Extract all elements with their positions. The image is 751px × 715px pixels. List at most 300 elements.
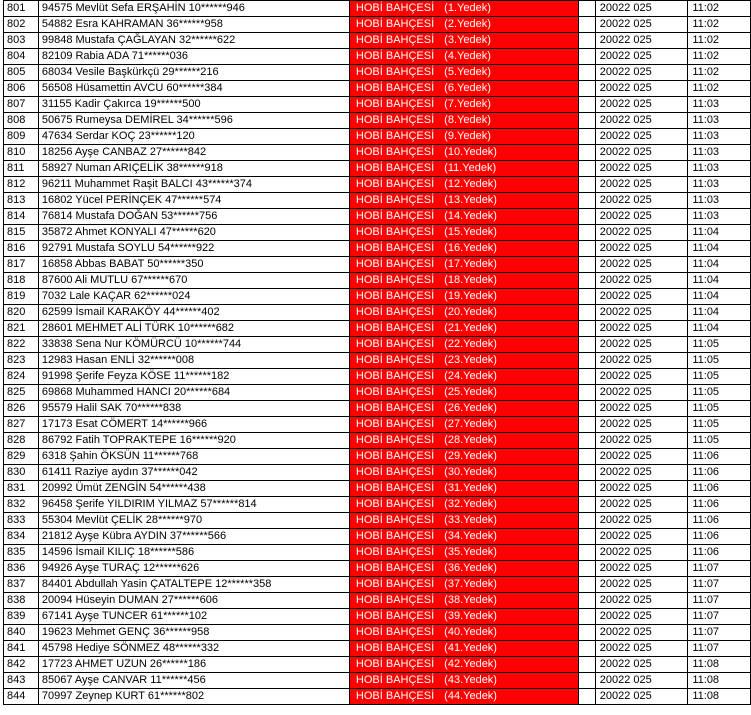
time-cell: 11:03 <box>688 193 751 209</box>
code-cell: 20022 025 <box>595 289 688 305</box>
applicant-cell: 20992 Ümüt ZENGİN 54******438 <box>38 481 349 497</box>
time-cell: 11:07 <box>688 609 751 625</box>
code-cell: 20022 025 <box>595 241 688 257</box>
row-number-cell: 832 <box>4 497 39 513</box>
program-label: HOBİ BAHÇESİ <box>355 674 435 686</box>
reserve-rank-label: (8.Yedek) <box>444 114 491 126</box>
applicant-cell: 35872 Ahmet KONYALI 47******620 <box>38 225 349 241</box>
table-row <box>4 225 751 241</box>
row-number-cell: 821 <box>4 321 39 337</box>
row-number-cell: 837 <box>4 577 39 593</box>
table-row <box>4 545 751 561</box>
program-label: HOBİ BAHÇESİ <box>355 82 435 94</box>
code-cell: 20022 025 <box>595 145 688 161</box>
applicant-cell: 85067 Ayşe CANVAR 11******456 <box>38 673 349 689</box>
row-number-cell: 815 <box>4 225 39 241</box>
spacer-cell <box>578 529 595 545</box>
table-row <box>4 177 751 193</box>
reserve-rank-label: (5.Yedek) <box>444 66 491 78</box>
table-row <box>4 81 751 97</box>
time-cell: 11:08 <box>688 673 751 689</box>
applicant-cell: 17173 Esat CÖMERT 14******966 <box>38 417 349 433</box>
program-cell <box>349 49 578 65</box>
time-cell: 11:07 <box>688 625 751 641</box>
applicant-cell: 45798 Hediye SÖNMEZ 48******332 <box>38 641 349 657</box>
program-cell <box>349 145 578 161</box>
applicant-cell: 16802 Yücel PERİNÇEK 47******574 <box>38 193 349 209</box>
spacer-cell <box>578 129 595 145</box>
table-row <box>4 529 751 545</box>
code-cell: 20022 025 <box>595 321 688 337</box>
code-cell: 20022 025 <box>595 257 688 273</box>
program-label: HOBİ BAHÇESİ <box>355 194 435 206</box>
program-label: HOBİ BAHÇESİ <box>355 114 435 126</box>
time-cell: 11:03 <box>688 177 751 193</box>
time-cell: 11:06 <box>688 529 751 545</box>
time-cell: 11:04 <box>688 225 751 241</box>
applicant-cell: 61411 Raziye aydın 37******042 <box>38 465 349 481</box>
time-cell: 11:02 <box>688 33 751 49</box>
reserve-rank-label: (22.Yedek) <box>444 338 497 350</box>
code-cell: 20022 025 <box>595 33 688 49</box>
row-number-cell: 843 <box>4 673 39 689</box>
time-cell: 11:07 <box>688 561 751 577</box>
spacer-cell <box>578 641 595 657</box>
code-cell: 20022 025 <box>595 689 688 705</box>
applicant-cell: 28601 MEHMET ALİ TÜRK 10******682 <box>38 321 349 337</box>
program-label: HOBİ BAHÇESİ <box>355 386 435 398</box>
code-cell: 20022 025 <box>595 337 688 353</box>
applicant-cell: 91998 Şerife Feyza KÖSE 11******182 <box>38 369 349 385</box>
reserve-rank-label: (31.Yedek) <box>444 482 497 494</box>
program-cell <box>349 417 578 433</box>
table-row <box>4 1 751 17</box>
code-cell: 20022 025 <box>595 1 688 17</box>
code-cell: 20022 025 <box>595 449 688 465</box>
code-cell: 20022 025 <box>595 401 688 417</box>
spacer-cell <box>578 385 595 401</box>
program-cell <box>349 465 578 481</box>
code-cell: 20022 025 <box>595 641 688 657</box>
program-cell <box>349 65 578 81</box>
code-cell: 20022 025 <box>595 385 688 401</box>
program-cell <box>349 593 578 609</box>
code-cell: 20022 025 <box>595 529 688 545</box>
spacer-cell <box>578 433 595 449</box>
applicant-cell: 16858 Abbas BABAT 50******350 <box>38 257 349 273</box>
time-cell: 11:03 <box>688 129 751 145</box>
code-cell: 20022 025 <box>595 161 688 177</box>
row-number-cell: 806 <box>4 81 39 97</box>
row-number-cell: 842 <box>4 657 39 673</box>
program-label: HOBİ BAHÇESİ <box>355 322 435 334</box>
reserve-rank-label: (20.Yedek) <box>444 306 497 318</box>
table-row <box>4 305 751 321</box>
code-cell: 20022 025 <box>595 273 688 289</box>
table-row <box>4 641 751 657</box>
program-cell <box>349 161 578 177</box>
applicant-cell: 14596 İsmail KILIÇ 18******586 <box>38 545 349 561</box>
spacer-cell <box>578 33 595 49</box>
code-cell: 20022 025 <box>595 225 688 241</box>
table-row <box>4 497 751 513</box>
program-label: HOBİ BAHÇESİ <box>355 50 435 62</box>
program-cell <box>349 1 578 17</box>
program-cell <box>349 337 578 353</box>
time-cell: 11:03 <box>688 209 751 225</box>
applicant-cell: 12983 Hasan ENLİ 32******008 <box>38 353 349 369</box>
program-label: HOBİ BAHÇESİ <box>355 610 435 622</box>
applicant-cell: 50675 Rumeysa DEMİREL 34******596 <box>38 113 349 129</box>
code-cell: 20022 025 <box>595 561 688 577</box>
time-cell: 11:06 <box>688 513 751 529</box>
time-cell: 11:02 <box>688 17 751 33</box>
row-number-cell: 840 <box>4 625 39 641</box>
program-cell <box>349 561 578 577</box>
program-cell <box>349 577 578 593</box>
program-cell <box>349 497 578 513</box>
reserve-rank-label: (26.Yedek) <box>444 402 497 414</box>
program-cell <box>349 657 578 673</box>
spacer-cell <box>578 353 595 369</box>
program-cell <box>349 369 578 385</box>
applicant-cell: 68034 Vesile Başkürkçü 29******216 <box>38 65 349 81</box>
code-cell: 20022 025 <box>595 305 688 321</box>
program-cell <box>349 257 578 273</box>
row-number-cell: 818 <box>4 273 39 289</box>
program-cell <box>349 273 578 289</box>
program-cell <box>349 513 578 529</box>
code-cell: 20022 025 <box>595 209 688 225</box>
spacer-cell <box>578 545 595 561</box>
spacer-cell <box>578 113 595 129</box>
row-number-cell: 814 <box>4 209 39 225</box>
program-label: HOBİ BAHÇESİ <box>355 146 435 158</box>
program-label: HOBİ BAHÇESİ <box>355 498 435 510</box>
code-cell: 20022 025 <box>595 433 688 449</box>
reserve-rank-label: (15.Yedek) <box>444 226 497 238</box>
code-cell: 20022 025 <box>595 177 688 193</box>
row-number-cell: 827 <box>4 417 39 433</box>
spacer-cell <box>578 513 595 529</box>
time-cell: 11:06 <box>688 481 751 497</box>
applicant-cell: 56508 Hüsamettin AVCU 60******384 <box>38 81 349 97</box>
applicant-cell: 58927 Numan ARIÇELİK 38******918 <box>38 161 349 177</box>
code-cell: 20022 025 <box>595 465 688 481</box>
table-row <box>4 353 751 369</box>
program-label: HOBİ BAHÇESİ <box>355 258 435 270</box>
program-label: HOBİ BAHÇESİ <box>355 594 435 606</box>
spacer-cell <box>578 449 595 465</box>
table-row <box>4 129 751 145</box>
row-number-cell: 813 <box>4 193 39 209</box>
row-number-cell: 836 <box>4 561 39 577</box>
spacer-cell <box>578 1 595 17</box>
code-cell: 20022 025 <box>595 417 688 433</box>
row-number-cell: 802 <box>4 17 39 33</box>
code-cell: 20022 025 <box>595 609 688 625</box>
table-row <box>4 161 751 177</box>
applicant-cell: 31155 Kadir Çakırca 19******500 <box>38 97 349 113</box>
row-number-cell: 808 <box>4 113 39 129</box>
time-cell: 11:02 <box>688 49 751 65</box>
program-label: HOBİ BAHÇESİ <box>355 658 435 670</box>
spacer-cell <box>578 401 595 417</box>
applicant-cell: 84401 Abdullah Yasin ÇATALTEPE 12******358 <box>38 577 349 593</box>
reserve-rank-label: (44.Yedek) <box>444 690 497 702</box>
reserve-rank-label: (29.Yedek) <box>444 450 497 462</box>
spacer-cell <box>578 225 595 241</box>
spacer-cell <box>578 273 595 289</box>
reserve-list-table <box>3 0 751 705</box>
row-number-cell: 834 <box>4 529 39 545</box>
program-cell <box>349 33 578 49</box>
applicant-cell: 6318 Şahin ÖKSÜN 11******768 <box>38 449 349 465</box>
code-cell: 20022 025 <box>595 369 688 385</box>
time-cell: 11:06 <box>688 545 751 561</box>
row-number-cell: 831 <box>4 481 39 497</box>
row-number-cell: 804 <box>4 49 39 65</box>
reserve-rank-label: (40.Yedek) <box>444 626 497 638</box>
program-label: HOBİ BAHÇESİ <box>355 450 435 462</box>
program-label: HOBİ BAHÇESİ <box>355 546 435 558</box>
table-row <box>4 65 751 81</box>
row-number-cell: 838 <box>4 593 39 609</box>
program-label: HOBİ BAHÇESİ <box>355 162 435 174</box>
time-cell: 11:04 <box>688 241 751 257</box>
program-label: HOBİ BAHÇESİ <box>355 418 435 430</box>
spacer-cell <box>578 321 595 337</box>
program-label: HOBİ BAHÇESİ <box>355 66 435 78</box>
table-row <box>4 273 751 289</box>
table-row <box>4 17 751 33</box>
reserve-rank-label: (19.Yedek) <box>444 290 497 302</box>
program-label: HOBİ BAHÇESİ <box>355 226 435 238</box>
program-label: HOBİ BAHÇESİ <box>355 530 435 542</box>
table-row <box>4 289 751 305</box>
program-cell <box>349 97 578 113</box>
table-row <box>4 465 751 481</box>
time-cell: 11:05 <box>688 417 751 433</box>
table-row <box>4 209 751 225</box>
row-number-cell: 805 <box>4 65 39 81</box>
table-row <box>4 577 751 593</box>
spacer-cell <box>578 209 595 225</box>
code-cell: 20022 025 <box>595 513 688 529</box>
reserve-rank-label: (1.Yedek) <box>444 2 491 14</box>
row-number-cell: 811 <box>4 161 39 177</box>
row-number-cell: 826 <box>4 401 39 417</box>
table-row <box>4 241 751 257</box>
program-label: HOBİ BAHÇESİ <box>355 514 435 526</box>
applicant-cell: 96458 Şerife YILDIRIM YILMAZ 57******814 <box>38 497 349 513</box>
time-cell: 11:07 <box>688 577 751 593</box>
program-label: HOBİ BAHÇESİ <box>355 178 435 190</box>
code-cell: 20022 025 <box>595 481 688 497</box>
spacer-cell <box>578 49 595 65</box>
program-cell <box>349 289 578 305</box>
applicant-cell: 76814 Mustafa DOĞAN 53******756 <box>38 209 349 225</box>
reserve-rank-label: (32.Yedek) <box>444 498 497 510</box>
time-cell: 11:08 <box>688 689 751 705</box>
applicant-cell: 47634 Serdar KOÇ 23******120 <box>38 129 349 145</box>
spacer-cell <box>578 673 595 689</box>
time-cell: 11:08 <box>688 657 751 673</box>
row-number-cell: 841 <box>4 641 39 657</box>
table-row <box>4 145 751 161</box>
row-number-cell: 835 <box>4 545 39 561</box>
program-label: HOBİ BAHÇESİ <box>355 2 435 14</box>
table-row <box>4 593 751 609</box>
time-cell: 11:03 <box>688 161 751 177</box>
reserve-rank-label: (4.Yedek) <box>444 50 491 62</box>
program-cell <box>349 193 578 209</box>
reserve-rank-label: (2.Yedek) <box>444 18 491 30</box>
row-number-cell: 819 <box>4 289 39 305</box>
code-cell: 20022 025 <box>595 49 688 65</box>
row-number-cell: 809 <box>4 129 39 145</box>
reserve-rank-label: (17.Yedek) <box>444 258 497 270</box>
spacer-cell <box>578 369 595 385</box>
program-cell <box>349 433 578 449</box>
applicant-cell: 99848 Mustafa ÇAĞLAYAN 32******622 <box>38 33 349 49</box>
table-row <box>4 401 751 417</box>
spacer-cell <box>578 193 595 209</box>
table-row <box>4 609 751 625</box>
spacer-cell <box>578 337 595 353</box>
spacer-cell <box>578 97 595 113</box>
reserve-rank-label: (39.Yedek) <box>444 610 497 622</box>
code-cell: 20022 025 <box>595 129 688 145</box>
time-cell: 11:04 <box>688 305 751 321</box>
program-cell <box>349 209 578 225</box>
row-number-cell: 828 <box>4 433 39 449</box>
reserve-rank-label: (10.Yedek) <box>444 146 497 158</box>
applicant-cell: 21812 Ayşe Kübra AYDIN 37******566 <box>38 529 349 545</box>
reserve-rank-label: (34.Yedek) <box>444 530 497 542</box>
spacer-cell <box>578 145 595 161</box>
applicant-cell: 7032 Lale KAÇAR 62******024 <box>38 289 349 305</box>
applicant-cell: 19623 Mehmet GENÇ 36******958 <box>38 625 349 641</box>
code-cell: 20022 025 <box>595 97 688 113</box>
reserve-rank-label: (25.Yedek) <box>444 386 497 398</box>
applicant-cell: 95579 Halil SAK 70******838 <box>38 401 349 417</box>
program-cell <box>349 113 578 129</box>
code-cell: 20022 025 <box>595 113 688 129</box>
row-number-cell: 812 <box>4 177 39 193</box>
time-cell: 11:03 <box>688 113 751 129</box>
program-label: HOBİ BAHÇESİ <box>355 402 435 414</box>
applicant-cell: 67141 Ayşe TUNCER 61******102 <box>38 609 349 625</box>
row-number-cell: 839 <box>4 609 39 625</box>
reserve-rank-label: (27.Yedek) <box>444 418 497 430</box>
code-cell: 20022 025 <box>595 193 688 209</box>
reserve-rank-label: (38.Yedek) <box>444 594 497 606</box>
code-cell: 20022 025 <box>595 545 688 561</box>
applicant-cell: 54882 Esra KAHRAMAN 36******958 <box>38 17 349 33</box>
reserve-rank-label: (9.Yedek) <box>444 130 491 142</box>
table-row <box>4 417 751 433</box>
reserve-rank-label: (28.Yedek) <box>444 434 497 446</box>
code-cell: 20022 025 <box>595 353 688 369</box>
applicant-cell: 82109 Rabia ADA 71******036 <box>38 49 349 65</box>
program-cell <box>349 225 578 241</box>
program-cell <box>349 401 578 417</box>
program-label: HOBİ BAHÇESİ <box>355 642 435 654</box>
applicant-cell: 20094 Hüseyin DUMAN 27******606 <box>38 593 349 609</box>
time-cell: 11:06 <box>688 449 751 465</box>
row-number-cell: 817 <box>4 257 39 273</box>
reserve-rank-label: (33.Yedek) <box>444 514 497 526</box>
reserve-rank-label: (16.Yedek) <box>444 242 497 254</box>
reserve-rank-label: (6.Yedek) <box>444 82 491 94</box>
code-cell: 20022 025 <box>595 17 688 33</box>
row-number-cell: 825 <box>4 385 39 401</box>
spacer-cell <box>578 305 595 321</box>
time-cell: 11:05 <box>688 401 751 417</box>
program-cell <box>349 481 578 497</box>
reserve-rank-label: (24.Yedek) <box>444 370 497 382</box>
reserve-rank-label: (36.Yedek) <box>444 562 497 574</box>
spacer-cell <box>578 417 595 433</box>
spacer-cell <box>578 609 595 625</box>
table-row <box>4 481 751 497</box>
program-cell <box>349 81 578 97</box>
reserve-rank-label: (42.Yedek) <box>444 658 497 670</box>
spacer-cell <box>578 577 595 593</box>
table-body <box>4 1 751 705</box>
spacer-cell <box>578 241 595 257</box>
spacer-cell <box>578 689 595 705</box>
reserve-rank-label: (21.Yedek) <box>444 322 497 334</box>
time-cell: 11:05 <box>688 433 751 449</box>
time-cell: 11:05 <box>688 337 751 353</box>
code-cell: 20022 025 <box>595 625 688 641</box>
time-cell: 11:05 <box>688 353 751 369</box>
program-label: HOBİ BAHÇESİ <box>355 290 435 302</box>
program-label: HOBİ BAHÇESİ <box>355 370 435 382</box>
reserve-rank-label: (14.Yedek) <box>444 210 497 222</box>
program-cell <box>349 449 578 465</box>
program-label: HOBİ BAHÇESİ <box>355 130 435 142</box>
reserve-rank-label: (18.Yedek) <box>444 274 497 286</box>
code-cell: 20022 025 <box>595 65 688 81</box>
program-cell <box>349 17 578 33</box>
table-row <box>4 449 751 465</box>
program-label: HOBİ BAHÇESİ <box>355 562 435 574</box>
program-cell <box>349 385 578 401</box>
time-cell: 11:03 <box>688 145 751 161</box>
program-cell <box>349 241 578 257</box>
spacer-cell <box>578 177 595 193</box>
spacer-cell <box>578 481 595 497</box>
program-label: HOBİ BAHÇESİ <box>355 690 435 702</box>
reserve-rank-label: (11.Yedek) <box>444 162 497 174</box>
spacer-cell <box>578 81 595 97</box>
time-cell: 11:05 <box>688 385 751 401</box>
table-row <box>4 257 751 273</box>
table-row <box>4 385 751 401</box>
program-label: HOBİ BAHÇESİ <box>355 34 435 46</box>
program-label: HOBİ BAHÇESİ <box>355 274 435 286</box>
reserve-rank-label: (35.Yedek) <box>444 546 497 558</box>
table-row <box>4 321 751 337</box>
reserve-rank-label: (43.Yedek) <box>444 674 497 686</box>
time-cell: 11:03 <box>688 97 751 113</box>
table-row <box>4 689 751 705</box>
row-number-cell: 822 <box>4 337 39 353</box>
row-number-cell: 844 <box>4 689 39 705</box>
